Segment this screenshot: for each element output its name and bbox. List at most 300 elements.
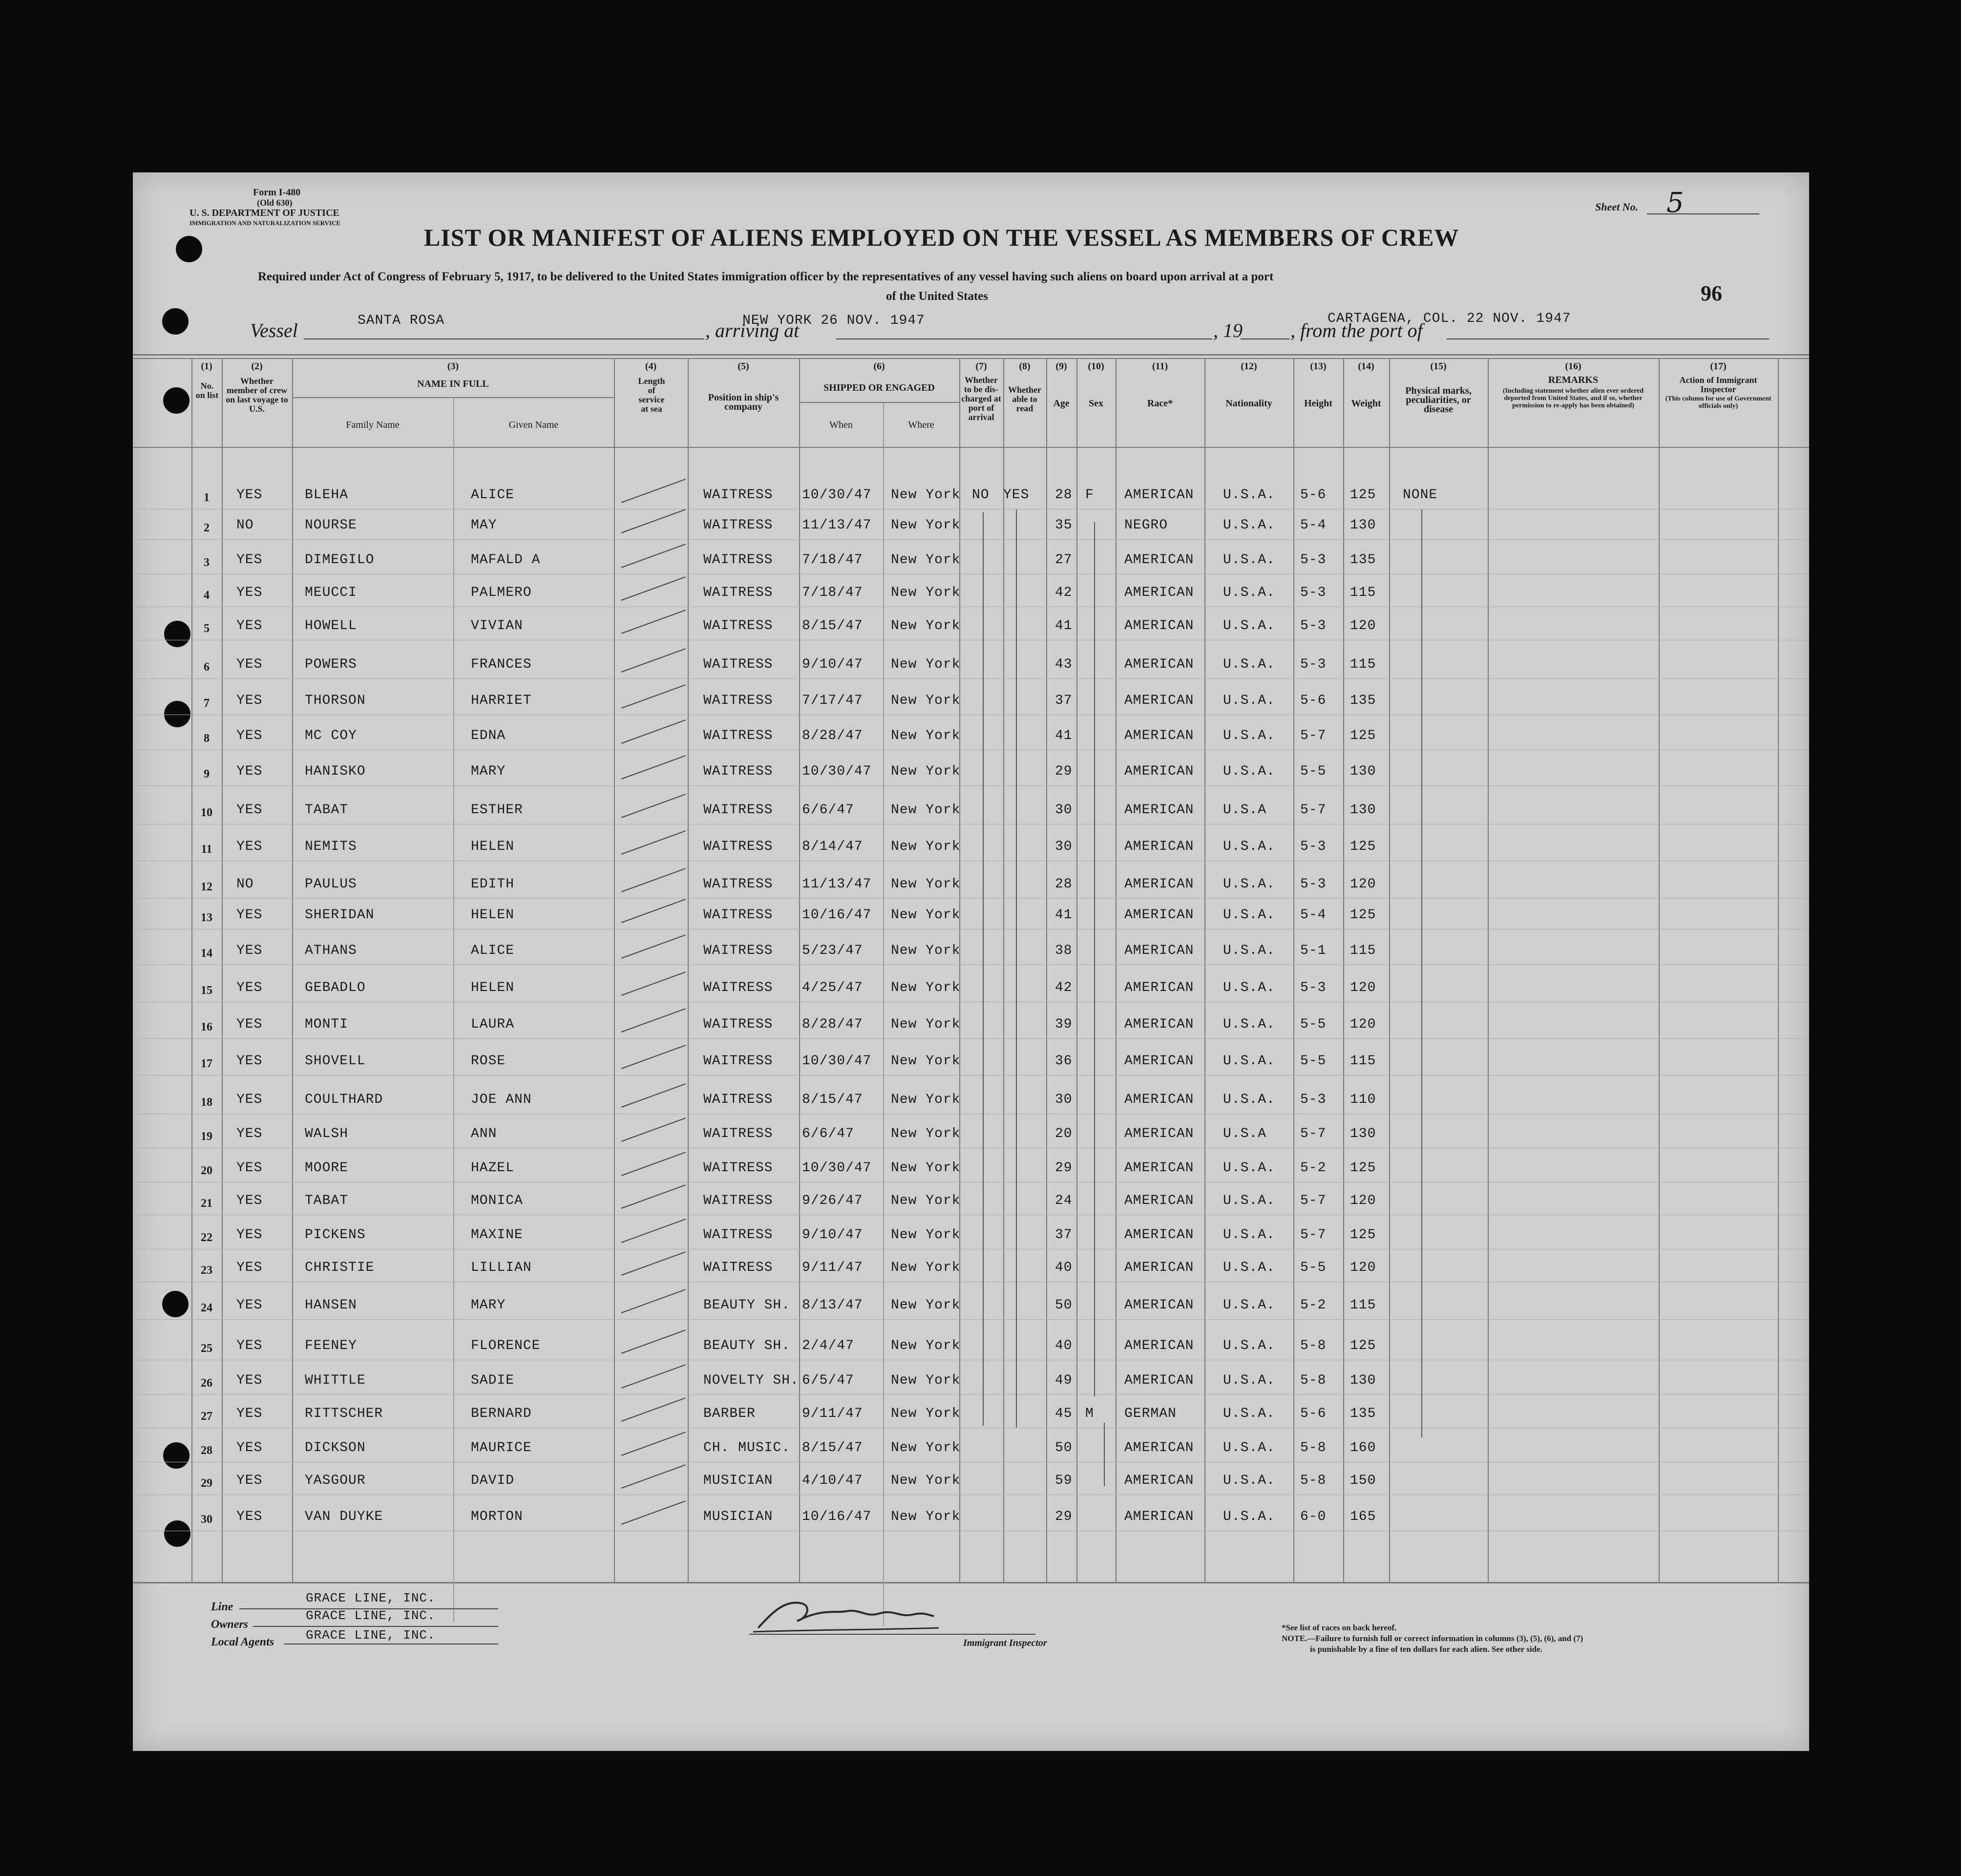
row-number-cell: 10 <box>201 806 212 819</box>
col-head-where: Where <box>908 420 934 430</box>
nationality-cell: U.S.A. <box>1223 657 1275 672</box>
position-cell: WAITRESS <box>703 1227 773 1243</box>
col-num-11: (11) <box>1152 361 1168 372</box>
position-cell: WAITRESS <box>703 618 773 633</box>
race-cell: AMERICAN <box>1124 1298 1194 1313</box>
nationality-cell: U.S.A. <box>1223 1260 1275 1275</box>
age-cell: 41 <box>1055 728 1073 743</box>
nationality-cell: U.S.A <box>1223 802 1267 818</box>
row-rule <box>133 1319 1809 1320</box>
given-name-cell: PALMERO <box>471 585 532 600</box>
shipped-where-cell: New York <box>891 1227 961 1243</box>
service-stroke <box>621 1432 686 1456</box>
age-cell: 45 <box>1055 1406 1073 1421</box>
height-cell: 5-3 <box>1300 552 1327 568</box>
family-name-cell: MONTI <box>305 1017 349 1032</box>
weight-cell: 115 <box>1350 657 1376 672</box>
shipped-when-cell: 10/16/47 <box>802 1509 872 1524</box>
subtitle-line-2: of the United States <box>886 290 989 303</box>
row-number-cell: 7 <box>204 697 210 710</box>
position-cell: CH. MUSIC. <box>703 1440 791 1455</box>
prev-voyage-cell: NO <box>236 518 254 533</box>
row-number-cell: 18 <box>201 1096 212 1109</box>
shipped-where-cell: New York <box>891 728 961 743</box>
row-rule <box>133 1038 1809 1039</box>
nationality-cell: U.S.A. <box>1223 1406 1275 1421</box>
given-name-cell: HARRIET <box>471 693 532 708</box>
shipped-where-cell: New York <box>891 1260 961 1275</box>
col-num-15: (15) <box>1430 361 1447 372</box>
nationality-cell: U.S.A. <box>1223 487 1275 503</box>
position-cell: MUSICIAN <box>703 1473 773 1488</box>
weight-cell: 130 <box>1350 802 1376 818</box>
given-name-cell: LAURA <box>471 1017 515 1032</box>
service-stroke <box>621 1289 686 1313</box>
row-number-cell: 24 <box>201 1302 212 1314</box>
race-cell: AMERICAN <box>1124 1126 1194 1141</box>
family-name-cell: VAN DUYKE <box>305 1509 383 1524</box>
year-underline <box>1241 338 1289 339</box>
position-cell: WAITRESS <box>703 728 773 743</box>
col-num-4: (4) <box>645 361 657 372</box>
shipped-where-cell: New York <box>891 1298 961 1313</box>
family-name-cell: WALSH <box>305 1126 349 1141</box>
prev-voyage-cell: YES <box>236 728 263 743</box>
nationality-cell: U.S.A. <box>1223 1017 1275 1032</box>
shipped-when-cell: 9/11/47 <box>802 1406 863 1421</box>
col-head-race: Race* <box>1147 398 1173 409</box>
height-cell: 5-3 <box>1300 618 1327 633</box>
prev-voyage-cell: YES <box>236 618 263 633</box>
prev-voyage-cell: YES <box>236 764 263 779</box>
from-label: , from the port of <box>1290 319 1423 341</box>
col-head-marks: Physical marks, peculiarities, or disease <box>1405 385 1472 415</box>
given-name-cell: EDNA <box>471 728 506 743</box>
position-cell: WAITRESS <box>703 518 773 533</box>
position-cell: NOVELTY SH. <box>703 1373 799 1388</box>
weight-cell: 115 <box>1350 1054 1376 1069</box>
shipped-where-cell: New York <box>891 1473 961 1488</box>
height-cell: 5-8 <box>1300 1338 1327 1353</box>
family-name-cell: MOORE <box>305 1160 349 1176</box>
sex-cell: M <box>1085 1406 1094 1421</box>
arriving-underline <box>836 338 1212 339</box>
shipped-where-cell: New York <box>891 943 961 958</box>
weight-cell: 120 <box>1350 618 1376 633</box>
family-name-cell: NEMITS <box>305 839 357 854</box>
shipped-when-cell: 11/13/47 <box>802 518 872 533</box>
col-num-6: (6) <box>873 361 885 372</box>
ditto-mark <box>1421 509 1422 1437</box>
row-number-cell: 1 <box>204 491 210 504</box>
height-cell: 5-5 <box>1300 764 1327 779</box>
weight-cell: 150 <box>1350 1473 1376 1488</box>
row-number-cell: 2 <box>204 522 210 534</box>
nationality-cell: U.S.A. <box>1223 907 1275 923</box>
position-cell: WAITRESS <box>703 585 773 600</box>
row-number-cell: 20 <box>201 1164 212 1177</box>
service-stroke <box>621 648 686 673</box>
race-cell: AMERICAN <box>1124 585 1194 600</box>
col-rule <box>1076 358 1077 1582</box>
nationality-cell: U.S.A. <box>1223 943 1275 958</box>
height-cell: 5-6 <box>1300 487 1327 503</box>
row-number-cell: 3 <box>204 556 210 569</box>
service-stroke <box>621 1083 686 1108</box>
prev-voyage-cell: YES <box>236 1092 263 1107</box>
col-rule <box>959 358 960 1582</box>
position-cell: MUSICIAN <box>703 1509 773 1524</box>
age-cell: 29 <box>1055 1509 1073 1524</box>
shipped-where-cell: New York <box>891 1054 961 1069</box>
service-stroke <box>621 1364 686 1389</box>
shipped-where-cell: New York <box>891 657 961 672</box>
height-cell: 5-3 <box>1300 1092 1327 1107</box>
shipped-when-cell: 7/17/47 <box>802 693 863 708</box>
prev-voyage-cell: YES <box>236 1298 263 1313</box>
shipped-when-cell: 8/15/47 <box>802 1092 863 1107</box>
service-stroke <box>621 899 686 923</box>
service-stroke <box>621 1117 686 1142</box>
col-rule <box>799 358 800 1582</box>
family-name-cell: FEENEY <box>305 1338 357 1353</box>
nationality-cell: U.S.A. <box>1223 552 1275 568</box>
position-cell: WAITRESS <box>703 839 773 854</box>
col-num-12: (12) <box>1241 361 1257 372</box>
shipped-where-cell: New York <box>891 618 961 633</box>
shipped-where-cell: New York <box>891 980 961 995</box>
nationality-cell: U.S.A. <box>1223 1373 1275 1388</box>
service-stroke <box>621 1500 686 1525</box>
service-stroke <box>621 610 686 634</box>
nationality-cell: U.S.A <box>1223 1126 1267 1141</box>
shipped-where-cell: New York <box>891 585 961 600</box>
race-cell: AMERICAN <box>1124 943 1194 958</box>
weight-cell: 115 <box>1350 585 1376 600</box>
prev-voyage-cell: YES <box>236 1054 263 1069</box>
line-label: Line <box>211 1601 233 1613</box>
shipped-when-cell: 9/10/47 <box>802 657 863 672</box>
race-cell: AMERICAN <box>1124 618 1194 633</box>
given-name-cell: VIVIAN <box>471 618 523 633</box>
prev-voyage-cell: YES <box>236 1440 263 1455</box>
row-number-cell: 19 <box>201 1130 212 1143</box>
service-stroke <box>621 1219 686 1243</box>
vessel-name: SANTA ROSA <box>358 313 445 328</box>
weight-cell: 115 <box>1350 943 1376 958</box>
race-cell: AMERICAN <box>1124 839 1194 854</box>
weight-cell: 125 <box>1350 728 1376 743</box>
punch-hole <box>176 236 202 262</box>
arriving-label: , arriving at <box>705 319 800 341</box>
age-cell: 30 <box>1055 802 1073 818</box>
col-rule <box>1778 358 1779 1582</box>
nationality-cell: U.S.A. <box>1223 618 1275 633</box>
prev-voyage-cell: YES <box>236 1509 263 1524</box>
inspector-underline <box>749 1634 1035 1635</box>
position-cell: WAITRESS <box>703 802 773 818</box>
nationality-cell: U.S.A. <box>1223 1509 1275 1524</box>
age-cell: 41 <box>1055 618 1073 633</box>
weight-cell: 135 <box>1350 693 1376 708</box>
race-cell: GERMAN <box>1124 1406 1177 1421</box>
nationality-cell: U.S.A. <box>1223 1298 1275 1313</box>
race-cell: AMERICAN <box>1124 802 1194 818</box>
position-cell: WAITRESS <box>703 943 773 958</box>
given-name-cell: ROSE <box>471 1054 506 1069</box>
weight-cell: 130 <box>1350 1126 1376 1141</box>
row-number-cell: 25 <box>201 1342 212 1355</box>
shipped-where-cell: New York <box>891 877 961 892</box>
family-name-cell: HANSEN <box>305 1298 357 1313</box>
position-cell: WAITRESS <box>703 1017 773 1032</box>
col-head-action: Action of Immigrant Inspector <box>1679 375 1757 394</box>
weight-cell: 115 <box>1350 1298 1376 1313</box>
punch-hole <box>163 387 190 414</box>
height-cell: 5-7 <box>1300 802 1327 818</box>
family-name-cell: NOURSE <box>305 518 357 533</box>
family-name-cell: ATHANS <box>305 943 357 958</box>
age-cell: 24 <box>1055 1193 1073 1208</box>
nationality-cell: U.S.A. <box>1223 1160 1275 1176</box>
row-number-cell: 6 <box>204 661 210 674</box>
shipped-where-cell: New York <box>891 1017 961 1032</box>
nationality-cell: U.S.A. <box>1223 839 1275 854</box>
given-name-cell: EDITH <box>471 877 515 892</box>
service-stroke <box>621 971 686 996</box>
given-name-cell: SADIE <box>471 1373 515 1388</box>
shipped-when-cell: 9/11/47 <box>802 1260 863 1275</box>
race-cell: AMERICAN <box>1124 1092 1194 1107</box>
nationality-cell: U.S.A. <box>1223 585 1275 600</box>
race-cell: AMERICAN <box>1124 487 1194 503</box>
owners-label: Owners <box>211 1618 249 1631</box>
position-cell: WAITRESS <box>703 657 773 672</box>
shipped-when-cell: 8/13/47 <box>802 1298 863 1313</box>
prev-voyage-cell: NO <box>236 877 254 892</box>
shipped-when-cell: 10/30/47 <box>802 487 872 503</box>
col-rule <box>1488 358 1489 1582</box>
position-cell: WAITRESS <box>703 1160 773 1176</box>
row-number-cell: 11 <box>201 843 212 856</box>
col-head-prev-voyage: Whether member of crew on last voyage to U.S. <box>226 376 288 414</box>
given-name-cell: MAFALD A <box>471 552 541 568</box>
family-name-cell: BLEHA <box>305 487 349 503</box>
weight-cell: 125 <box>1350 1160 1376 1176</box>
family-name-cell: TABAT <box>305 1193 349 1208</box>
col-rule <box>883 402 884 1626</box>
shipped-subheader-rule <box>799 402 959 403</box>
shipped-when-cell: 10/30/47 <box>802 1054 872 1069</box>
family-name-cell: TABAT <box>305 802 349 818</box>
shipped-when-cell: 4/25/47 <box>802 980 863 995</box>
given-name-cell: BERNARD <box>471 1406 532 1421</box>
col-num-13: (13) <box>1310 361 1327 372</box>
shipped-where-cell: New York <box>891 552 961 568</box>
service-stroke <box>621 576 686 601</box>
col-num-14: (14) <box>1358 361 1374 372</box>
punch-hole <box>162 308 189 335</box>
row-number-cell: 29 <box>201 1477 212 1490</box>
page-number: 96 <box>1701 281 1722 305</box>
given-name-cell: FRANCES <box>471 657 532 672</box>
given-name-cell: DAVID <box>471 1473 515 1488</box>
race-cell: AMERICAN <box>1124 1338 1194 1353</box>
sex-cell: F <box>1085 487 1094 503</box>
shipped-where-cell: New York <box>891 1440 961 1455</box>
row-number-cell: 16 <box>201 1021 212 1033</box>
nationality-cell: U.S.A. <box>1223 1193 1275 1208</box>
nationality-cell: U.S.A. <box>1223 1440 1275 1455</box>
height-cell: 5-5 <box>1300 1054 1327 1069</box>
race-cell: AMERICAN <box>1124 1160 1194 1176</box>
col-head-action-note: (This column for use of Government officials only) <box>1665 395 1771 410</box>
given-name-cell: JOE ANN <box>471 1092 532 1107</box>
shipped-when-cell: 8/15/47 <box>802 1440 863 1455</box>
family-name-cell: CHRISTIE <box>305 1260 375 1275</box>
race-cell: AMERICAN <box>1124 1373 1194 1388</box>
nationality-cell: U.S.A. <box>1223 877 1275 892</box>
row-number-cell: 14 <box>201 947 212 960</box>
position-cell: WAITRESS <box>703 980 773 995</box>
col-head-discharged: Whether to be dis-charged at port of arrival <box>961 375 1001 422</box>
row-number-cell: 27 <box>201 1410 212 1423</box>
position-cell: WAITRESS <box>703 1092 773 1107</box>
race-cell: AMERICAN <box>1124 693 1194 708</box>
height-cell: 5-6 <box>1300 1406 1327 1421</box>
row-number-cell: 17 <box>201 1057 212 1070</box>
family-name-cell: THORSON <box>305 693 366 708</box>
col-num-2: (2) <box>251 361 263 372</box>
height-cell: 5-3 <box>1300 980 1327 995</box>
service-stroke <box>621 1464 686 1489</box>
nationality-cell: U.S.A. <box>1223 518 1275 533</box>
col-rule <box>292 358 293 1582</box>
able-to-read-cell: YES <box>1003 487 1030 503</box>
height-cell: 5-3 <box>1300 877 1327 892</box>
age-cell: 35 <box>1055 518 1073 533</box>
age-cell: 50 <box>1055 1440 1073 1455</box>
position-cell: BEAUTY SH. <box>703 1338 791 1353</box>
given-name-cell: ESTHER <box>471 802 523 818</box>
col-head-given-name: Given Name <box>508 420 559 430</box>
service-stroke <box>621 1397 686 1422</box>
shipped-when-cell: 8/28/47 <box>802 728 863 743</box>
row-number-cell: 30 <box>201 1513 212 1526</box>
nationality-cell: U.S.A. <box>1223 1092 1275 1107</box>
age-cell: 36 <box>1055 1054 1073 1069</box>
family-name-cell: PICKENS <box>305 1227 366 1243</box>
service-stroke <box>621 755 686 780</box>
given-name-cell: MAURICE <box>471 1440 532 1455</box>
height-cell: 5-8 <box>1300 1373 1327 1388</box>
nationality-cell: U.S.A. <box>1223 764 1275 779</box>
age-cell: 37 <box>1055 693 1073 708</box>
col-rule <box>1003 358 1004 1582</box>
weight-cell: 120 <box>1350 1017 1376 1032</box>
height-cell: 5-5 <box>1300 1260 1327 1275</box>
given-name-cell: MONICA <box>471 1193 523 1208</box>
col-num-8: (8) <box>1019 361 1031 372</box>
col-rule <box>614 358 615 1582</box>
col-head-when: When <box>829 420 853 430</box>
age-cell: 20 <box>1055 1126 1073 1141</box>
service-stroke <box>621 479 686 503</box>
given-name-cell: MARY <box>471 764 506 779</box>
age-cell: 40 <box>1055 1260 1073 1275</box>
shipped-when-cell: 11/13/47 <box>802 877 872 892</box>
family-name-cell: DIMEGILO <box>305 552 375 568</box>
position-cell: WAITRESS <box>703 1193 773 1208</box>
prev-voyage-cell: YES <box>236 1473 263 1488</box>
given-name-cell: ALICE <box>471 943 515 958</box>
prev-voyage-cell: YES <box>236 693 263 708</box>
age-cell: 43 <box>1055 657 1073 672</box>
service-stroke <box>621 1251 686 1276</box>
prev-voyage-cell: YES <box>236 980 263 995</box>
form-old-number: (Old 630) <box>257 198 293 208</box>
shipped-when-cell: 10/30/47 <box>802 1160 872 1176</box>
row-number-cell: 26 <box>201 1377 212 1390</box>
shipped-where-cell: New York <box>891 1373 961 1388</box>
vessel-underline <box>304 338 704 339</box>
height-cell: 5-1 <box>1300 943 1327 958</box>
weight-cell: 125 <box>1350 1338 1376 1353</box>
prev-voyage-cell: YES <box>236 1406 263 1421</box>
col-head-sex: Sex <box>1089 398 1103 409</box>
col-rule <box>1659 358 1660 1582</box>
weight-cell: 165 <box>1350 1509 1376 1524</box>
shipped-where-cell: New York <box>891 693 961 708</box>
height-cell: 5-4 <box>1300 518 1327 533</box>
shipped-where-cell: New York <box>891 1092 961 1107</box>
height-cell: 5-7 <box>1300 1193 1327 1208</box>
col-num-1: (1) <box>201 361 212 372</box>
family-name-cell: HOWELL <box>305 618 357 633</box>
col-head-height: Height <box>1304 398 1332 409</box>
race-cell: AMERICAN <box>1124 1473 1194 1488</box>
prev-voyage-cell: YES <box>236 585 263 600</box>
shipped-where-cell: New York <box>891 907 961 923</box>
weight-cell: 130 <box>1350 518 1376 533</box>
year-label: , 19 <box>1213 319 1243 341</box>
weight-cell: 125 <box>1350 487 1376 503</box>
race-cell: AMERICAN <box>1124 1227 1194 1243</box>
race-cell: AMERICAN <box>1124 1054 1194 1069</box>
row-number-cell: 21 <box>201 1197 212 1210</box>
service: IMMIGRATION AND NATURALIZATION SERVICE <box>190 219 341 227</box>
race-cell: AMERICAN <box>1124 980 1194 995</box>
race-cell: AMERICAN <box>1124 877 1194 892</box>
row-number-cell: 8 <box>204 732 210 745</box>
prev-voyage-cell: YES <box>236 1260 263 1275</box>
row-rule <box>133 785 1809 786</box>
family-name-cell: MEUCCI <box>305 585 357 600</box>
weight-cell: 125 <box>1350 907 1376 923</box>
age-cell: 29 <box>1055 764 1073 779</box>
col-head-remarks-note: (Including statement whether alien ever ordered deported from United States, and if so, whether permission to re-apply has been obtained) <box>1502 387 1644 409</box>
shipped-when-cell: 2/4/47 <box>802 1338 854 1353</box>
inspector-signature <box>748 1589 944 1638</box>
age-cell: 28 <box>1055 877 1073 892</box>
nationality-cell: U.S.A. <box>1223 980 1275 995</box>
col-head-age: Age <box>1053 398 1070 409</box>
race-cell: AMERICAN <box>1124 728 1194 743</box>
col-rule <box>688 358 689 1582</box>
family-name-cell: SHERIDAN <box>305 907 375 923</box>
given-name-cell: ALICE <box>471 487 515 503</box>
discharged-cell: NO <box>972 487 990 503</box>
